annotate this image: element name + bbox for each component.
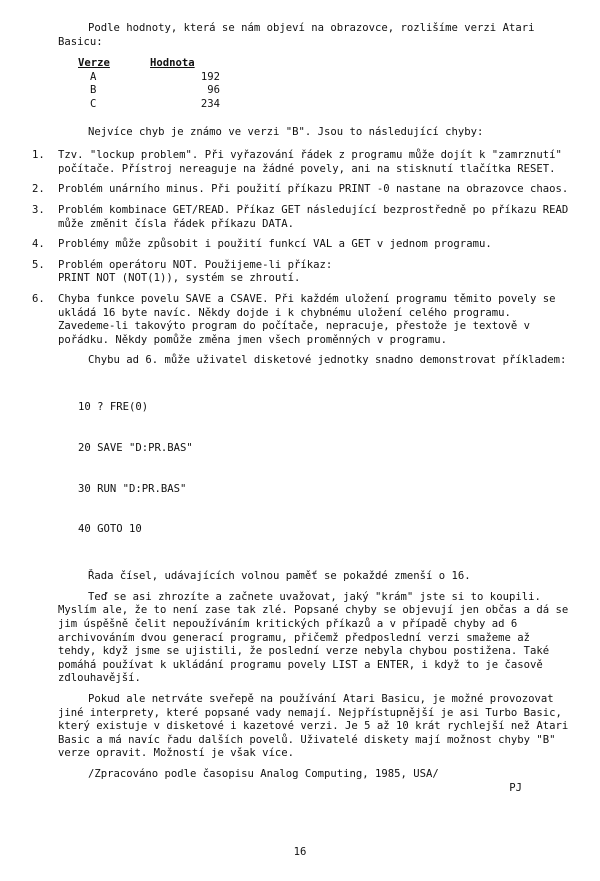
demo-intro: Chybu ad 6. může uživatel disketové jednotky snadno demonstrovat příkladem: (88, 354, 567, 367)
header-version: Verze (78, 57, 110, 70)
item-text: Chyba funkce povelu SAVE a CSAVE. Při každém uložení programu těmito povely se ukládá 16 byte navíc. Někdy dojde i k chybnému uložení celého programu. Zavedeme-li takovýto program do počítače, nepracuje, přestože je textově v pořádku. Někdy pomůže změna jmen všech proměnných v programu. (58, 292, 562, 346)
item-number: 4. (32, 238, 45, 251)
paragraph-1: Teď se asi zhrozíte a začnete uvažovat, jaký "krám" jste si to koupili. Myslím ale, že to není zase tak zlé. Popsané chyby se objevují jen občas a dá se jim úspěšně čelit nepoužíváním kritických příkazů a v případě chyby ad 6 archivováním dvou generací programu, přičemž předposlední verzi smažeme až tehdy, když jsme se ujistili, že poslední verze nebyla chybou postižena. Také pomáhá používat k ukládání programu povely LIST a ENTER, i když to je časově zdlouhavější. (58, 590, 575, 685)
page-number: 16 (293, 846, 307, 858)
item-text: Problém operátoru NOT. Použijeme-li příkaz: PRINT NOT (NOT(1)), systém se zhroutí. (58, 258, 333, 285)
code-line: 40 GOTO 10 (78, 523, 142, 536)
bug-list (32, 149, 575, 347)
paragraph-2: Pokud ale netrváte sveřepě na používání Atari Basicu, je možné provozovat jiné interprety, které popsané vady nemají. Nejpřístupnější je asi Turbo Basic, který existuje v disketové i kazetové verzi. Je 5 až 10 krát rychlejší než Atari Basic a má navíc řadu dalších povelů. Uživatelé diskety mají možnost chyby "B" verze opravit. Možností je však více. (58, 692, 575, 760)
code-line: 20 SAVE "D:PR.BAS" (78, 441, 193, 454)
table-row (78, 71, 570, 85)
list-item (32, 258, 570, 286)
header-value: Hodnota (150, 57, 195, 70)
value-cell: 96 (207, 84, 220, 97)
code-listing (78, 374, 570, 564)
item-number: 2. (32, 183, 45, 196)
code-line: 10 ? FRE(0) (78, 401, 149, 414)
article-page (32, 22, 575, 795)
value-cell: 234 (200, 97, 220, 110)
item-text: Tzv. "lockup problem". Při vyřazování řádek z programu může dojít k "zamrznutí" počítače. Přístroj nereaguje na žádné povely, ani na stisknutí tlačítka RESET. (58, 149, 569, 175)
list-item (32, 149, 570, 176)
code-line: 30 RUN "D:PR.BAS" (78, 482, 187, 495)
source-note: /Zpracováno podle časopisu Analog Computing, 1985, USA/ (88, 767, 439, 780)
list-item (32, 292, 570, 347)
demo-result: Řada čísel, udávajících volnou paměť se pokaždé zmenší o 16. (88, 570, 471, 583)
author-initials: PJ (509, 781, 522, 794)
item-number: 3. (32, 203, 45, 216)
item-number: 1. (32, 149, 45, 162)
value-cell: 192 (200, 70, 220, 83)
table-row (78, 98, 570, 112)
version-table (78, 57, 570, 111)
item-text: Problémy může způsobit i použití funkcí VAL a GET v jednom programu. (58, 238, 492, 251)
version-cell: B (90, 84, 97, 97)
list-item (32, 183, 570, 197)
table-row (78, 84, 570, 98)
intro-paragraph: Podle hodnoty, která se nám objeví na obrazovce, rozlišíme verzi Atari Basicu: (58, 22, 541, 48)
item-text: Problém unárního minus. Při použití příkazu PRINT -0 nastane na obrazovce chaos. (58, 183, 569, 196)
item-number: 5. (32, 258, 45, 271)
version-cell: A (90, 70, 97, 83)
version-table-header (78, 57, 570, 71)
item-text: Problém kombinace GET/READ. Příkaz GET následující bezprostředně po příkazu READ může změnit čísla řádek příkazu DATA. (58, 203, 575, 230)
list-item (32, 203, 575, 231)
item-number: 6. (32, 292, 45, 305)
list-item (32, 238, 570, 252)
bugs-intro: Nejvíce chyb je známo ve verzi "B". Jsou to následující chyby: (88, 125, 484, 138)
version-cell: C (90, 97, 97, 110)
